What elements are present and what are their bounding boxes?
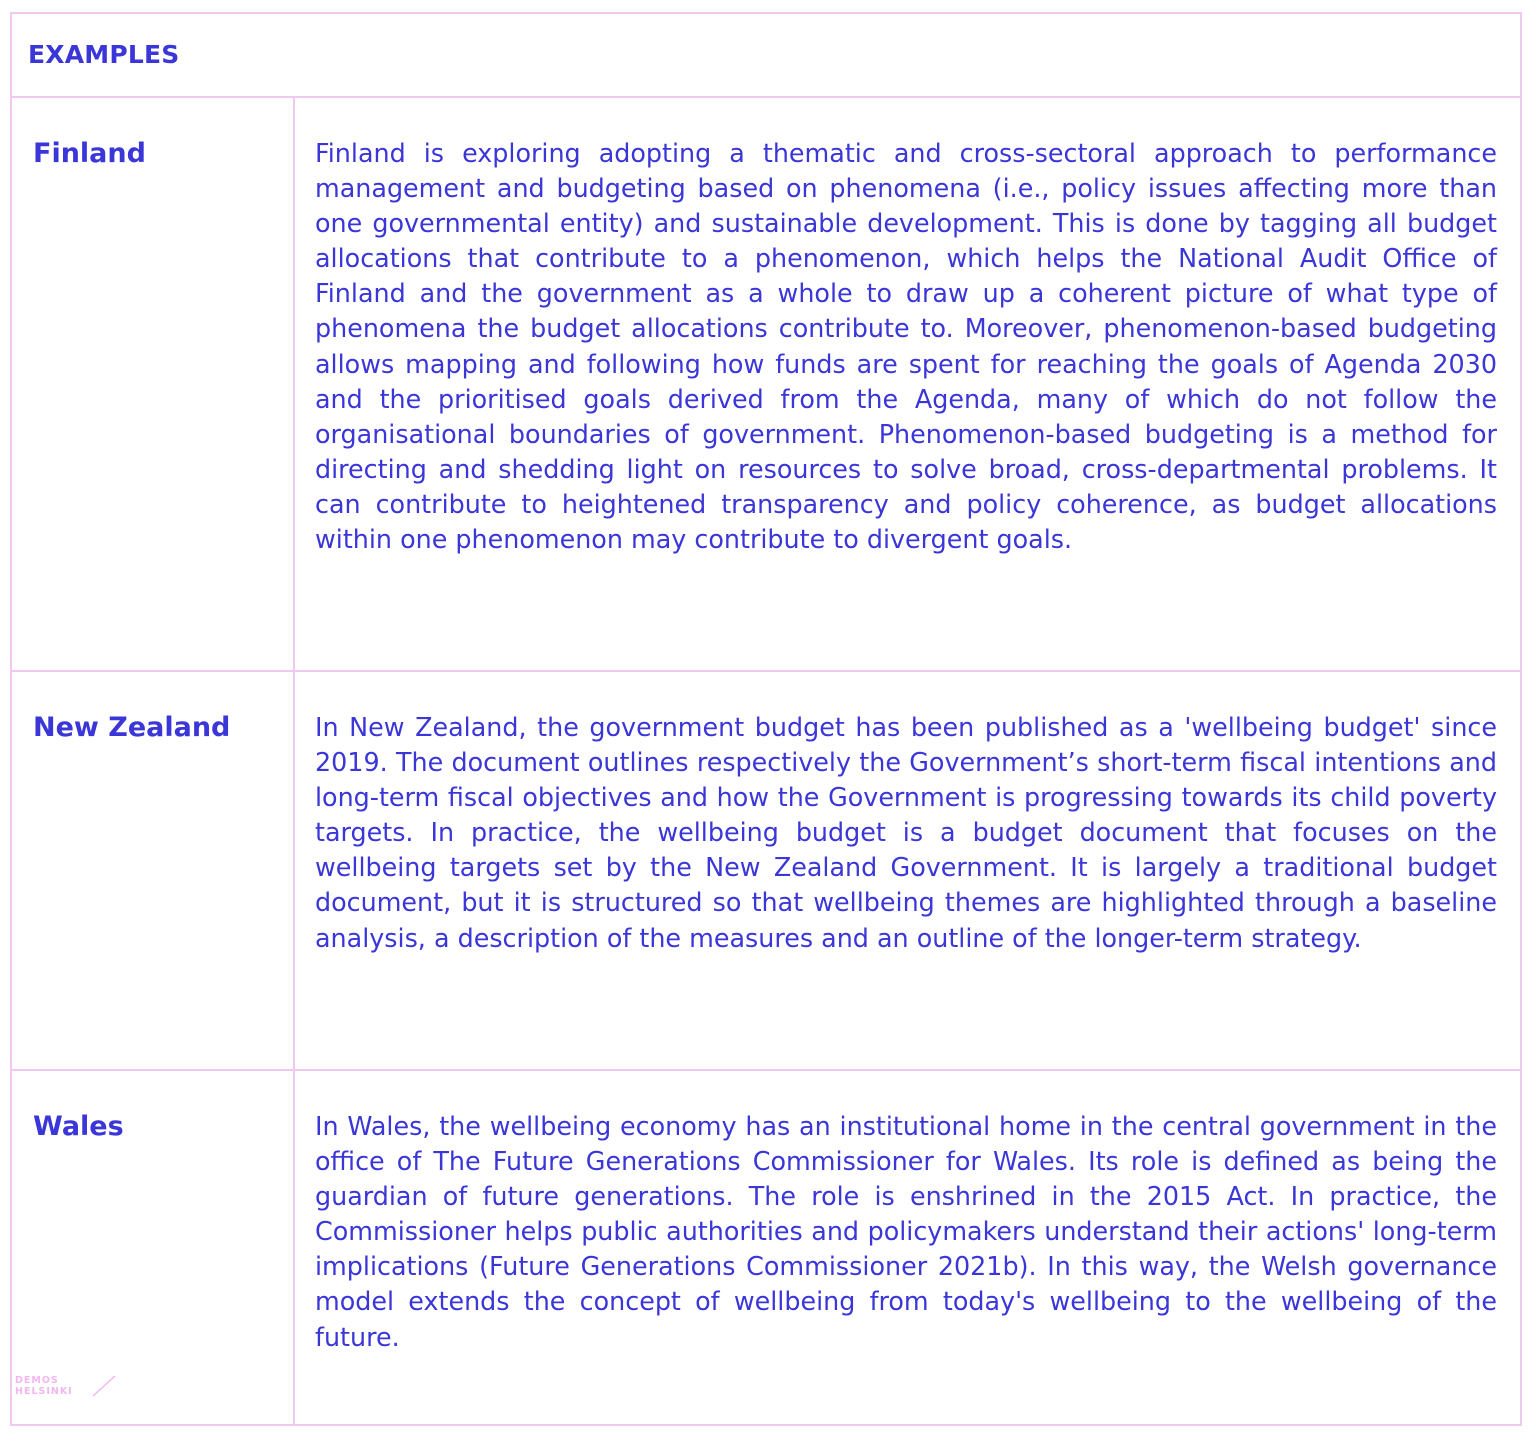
logo-line-1: DEMOS bbox=[15, 1375, 59, 1386]
example-row-new-zealand bbox=[12, 672, 1520, 1071]
example-row-wales bbox=[12, 1071, 1520, 1426]
example-text: In Wales, the wellbeing economy has an institutional home in the central government in the office of The Future Generations Commissioner for Wales. Its role is defined as being the guardian of future generations. The role is enshrined in the 2015 Act. In practice, the Commissioner helps public authorities and policymakers understand their actions' long-term implications (Future Generations Commissioner 2021b). In this way, the Welsh governance model extends the concept of wellbeing from today's wellbeing to the wellbeing of the future. bbox=[315, 1111, 1497, 1352]
examples-table bbox=[10, 12, 1522, 1426]
example-row-finland bbox=[12, 98, 1520, 672]
country-label: Finland bbox=[33, 138, 146, 169]
example-text: In New Zealand, the government budget has been published as a 'wellbeing budget' since 2019. The document outlines respectively the Government’s short-term fiscal intentions and long-term fiscal objectives and how the Government is progressing towards its child poverty targets. In practice, the wellbeing budget is a budget document that focuses on the wellbeing targets set by the New Zealand Government. It is largely a traditional budget document, but it is structured so that wellbeing themes are highlighted through a baseline analysis, a description of the measures and an outline of the longer-term strategy. bbox=[315, 712, 1497, 953]
example-text: Finland is exploring adopting a thematic and cross-sectoral approach to performance management and budgeting based on phenomena (i.e., policy issues affecting more than one governmental entity) and sustainable development. This is done by tagging all budget allocations that contribute to a phenomenon, which helps the National Audit Office of Finland and the government as a whole to draw up a coherent picture of what type of phenomena the budget allocations contribute to. Moreover, phenomenon-based budgeting allows mapping and following how funds are spent for reaching the goals of Agenda 2030 and the prioritised goals derived from the Agenda, many of which do not follow the organisational boundaries of government. Phenomenon-based budgeting is a method for directing and shedding light on resources to solve broad, cross-departmental problems. It can contribute to heightened transparency and policy coherence, as budget allocations within one phenomenon may contribute to divergent goals. bbox=[315, 138, 1497, 555]
demos-helsinki-logo bbox=[15, 1374, 125, 1400]
table-header bbox=[12, 14, 1520, 98]
table-title: EXAMPLES bbox=[28, 40, 180, 69]
country-label: Wales bbox=[33, 1111, 124, 1142]
country-label: New Zealand bbox=[33, 712, 231, 743]
logo-slash-icon bbox=[91, 1374, 117, 1398]
logo-line-2: HELSINKI bbox=[15, 1386, 73, 1397]
